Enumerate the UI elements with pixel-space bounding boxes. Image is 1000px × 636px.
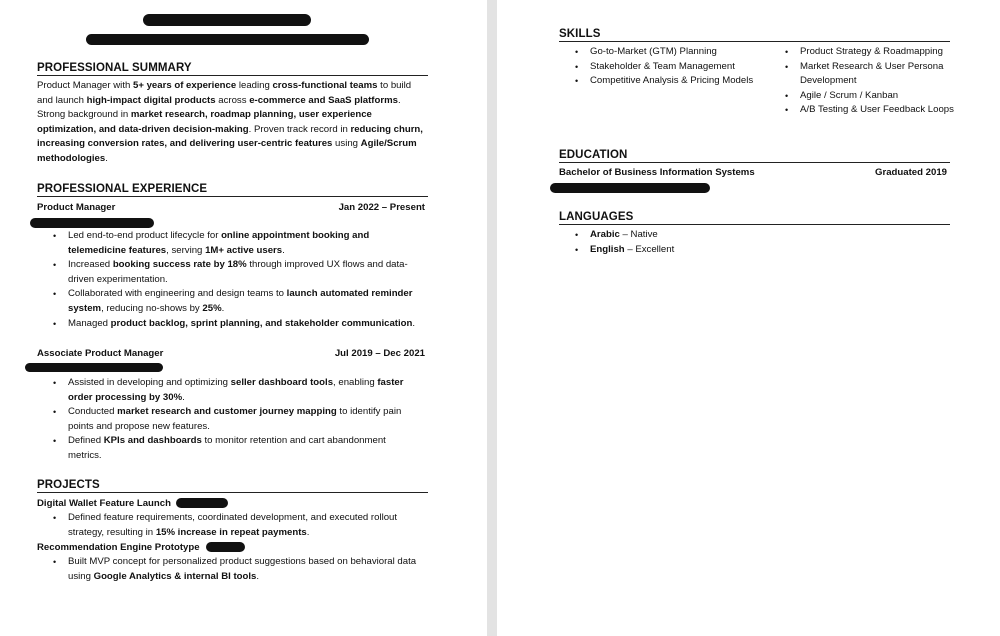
summary-text: Product Manager with 5+ years of experience leading cross-functional teams to build and launch high-impact digital products across e-commerce and SaaS platforms. Strong background in market research, roadmap planning, user experience optimization, and data-driven decision-making. Proven track record in reducing churn, increasing conversion rates, and delivering user-centric features using Agile/Scrum methodologies. [37, 80, 423, 164]
list-item: • Increased booking success rate by 18% through improved UX flows and data-driven experimentation. [37, 258, 422, 287]
job2-dates: Jul 2019 – Dec 2021 [334, 348, 425, 359]
project1-bullets [37, 511, 422, 540]
redacted-name [143, 14, 311, 26]
resume-page-left [0, 0, 487, 636]
job1-title: Product Manager [37, 202, 116, 213]
redacted-company-1 [30, 218, 154, 228]
list-item: • Assisted in developing and optimizing seller dashboard tools, enabling faster order processing by 30%. [37, 376, 422, 405]
job2-bullets [37, 376, 422, 464]
education-graduated: Graduated 2019 [875, 167, 947, 178]
skills-heading: SKILLS [559, 28, 950, 42]
redacted-project1-note [176, 498, 228, 508]
page-gutter [487, 0, 497, 636]
job1-dates: Jan 2022 – Present [338, 202, 425, 213]
list-item: • Managed product backlog, sprint planning, and stakeholder communication. [37, 317, 422, 332]
languages-list [559, 228, 859, 257]
list-item: • Defined feature requirements, coordinated development, and executed rollout strategy, resulting in 15% increase in repeat payments. [37, 511, 422, 540]
project2-title: Recommendation Engine Prototype [37, 542, 200, 553]
projects-heading: PROJECTS [37, 479, 428, 493]
list-item: • Agile / Scrum / Kanban [769, 89, 959, 104]
skills-left-column [559, 45, 759, 89]
list-item: • Market Research & User Persona Development [769, 60, 959, 89]
education-degree: Bachelor of Business Information Systems [559, 167, 755, 178]
job1-bullets [37, 229, 422, 331]
project2-bullets [37, 555, 422, 584]
list-item: • Led end-to-end product lifecycle for online appointment booking and telemedicine features, serving 1M+ active users. [37, 229, 422, 258]
list-item: • Arabic – Native [559, 228, 859, 243]
redacted-university [550, 183, 710, 193]
job2-header [37, 348, 425, 359]
languages-heading: LANGUAGES [559, 211, 950, 225]
experience-heading: PROFESSIONAL EXPERIENCE [37, 183, 428, 197]
resume-page-right [497, 0, 1000, 636]
list-item: • Stakeholder & Team Management [559, 60, 759, 75]
list-item: • Go-to-Market (GTM) Planning [559, 45, 759, 60]
list-item: • A/B Testing & User Feedback Loops [769, 103, 959, 118]
list-item: • Competitive Analysis & Pricing Models [559, 74, 759, 89]
list-item: • English – Excellent [559, 243, 859, 258]
education-row [559, 167, 947, 178]
job1-header [37, 202, 425, 213]
list-item: • Defined KPIs and dashboards to monitor retention and cart abandonment metrics. [37, 434, 422, 463]
redacted-company-2 [25, 363, 163, 372]
list-item: • Product Strategy & Roadmapping [769, 45, 959, 60]
list-item: • Built MVP concept for personalized product suggestions based on behavioral data using Google Analytics & internal BI tools. [37, 555, 422, 584]
redacted-contact-info [86, 34, 369, 45]
education-heading: EDUCATION [559, 149, 950, 163]
project1-title: Digital Wallet Feature Launch [37, 498, 171, 509]
summary-heading: PROFESSIONAL SUMMARY [37, 62, 428, 76]
list-item: • Conducted market research and customer journey mapping to identify pain points and propose new features. [37, 405, 422, 434]
list-item: • Collaborated with engineering and design teams to launch automated reminder system, reducing no-shows by 25%. [37, 287, 422, 316]
job2-title: Associate Product Manager [37, 348, 164, 359]
skills-right-column [769, 45, 959, 118]
redacted-project2-note [206, 542, 245, 552]
